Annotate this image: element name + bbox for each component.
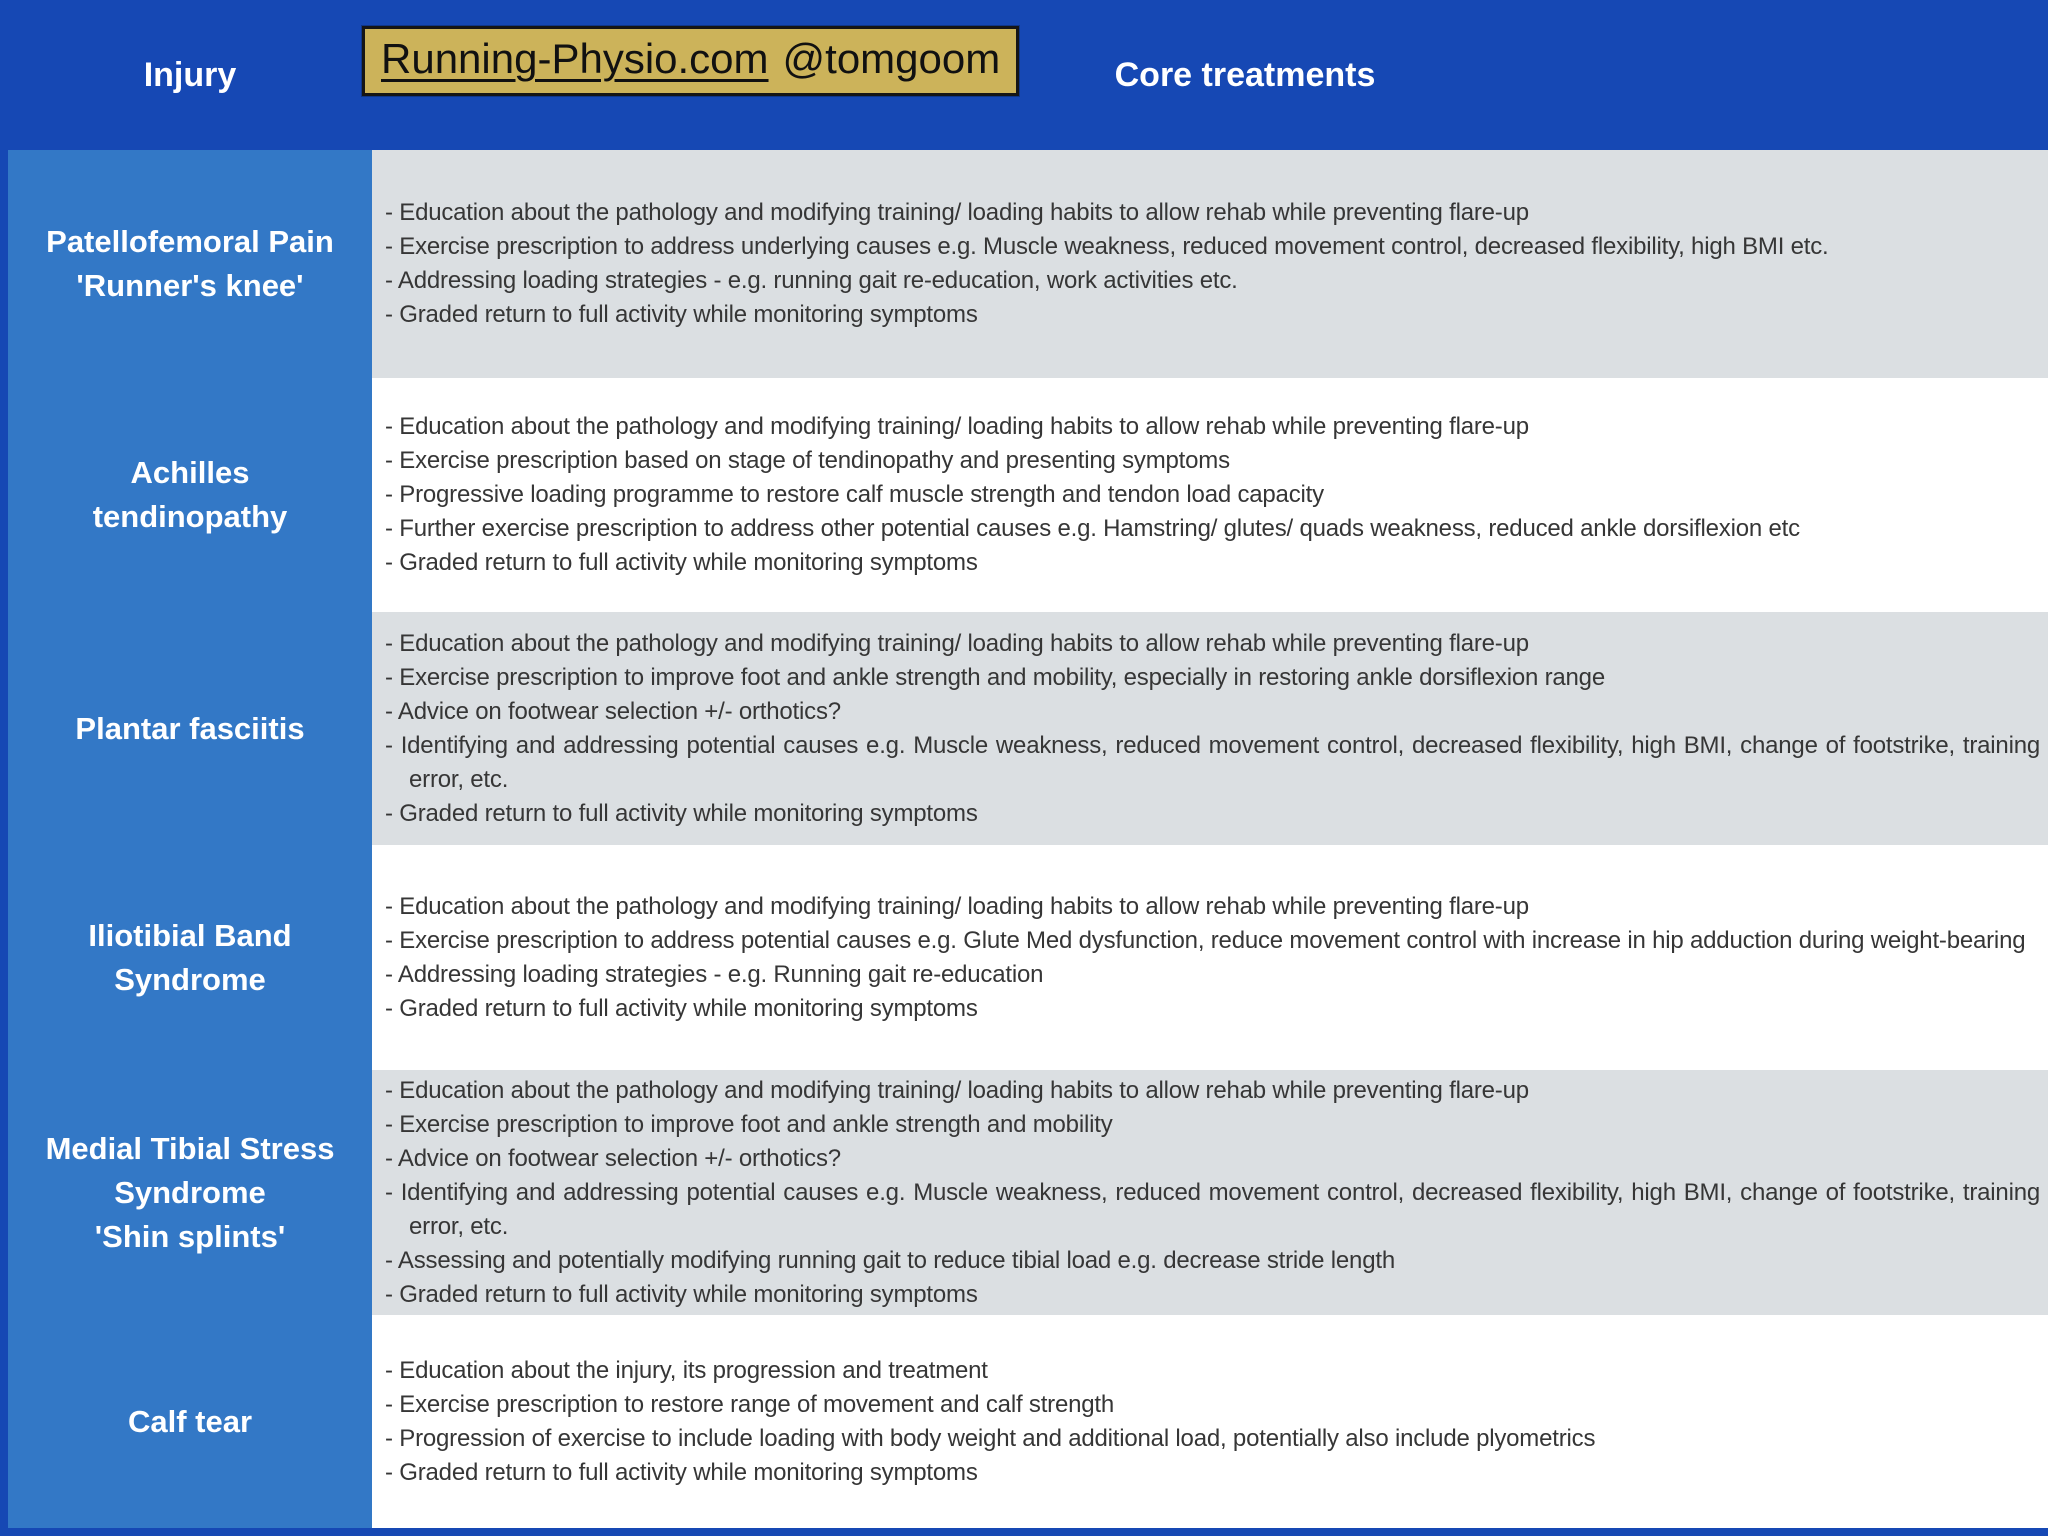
twitter-handle: @tomgoom: [782, 35, 1001, 82]
treatment-item: - Graded return to full activity while monitoring symptoms: [385, 549, 978, 576]
treatments-list: [372, 1315, 2048, 1528]
treatment-item: - Education about the pathology and modifying training/ loading habits to allow rehab while preventing flare-up: [385, 629, 1529, 657]
treatment-item: - Education about the pathology and modifying training/ loading habits to allow rehab while preventing flare-up: [385, 1076, 1529, 1104]
treatments-column-header: Core treatments: [1114, 55, 1376, 94]
table-row-medial-tibial-stress-syndrome: [8, 1070, 2048, 1315]
treatment-item: - Progression of exercise to include loading with body weight and additional load, potentially also include plyometrics: [385, 1424, 1596, 1452]
treatments-list: [372, 845, 2048, 1070]
treatment-item: - Addressing loading strategies - e.g. Running gait re-education: [385, 960, 1044, 988]
treatment-item: - Education about the pathology and modifying training/ loading habits to allow rehab while preventing flare-up: [385, 892, 1529, 920]
treatments-list: [372, 612, 2048, 845]
treatment-item: - Exercise prescription to address potential causes e.g. Glute Med dysfunction, reduce movement control with increase in hip adduction during weight-bearing: [385, 926, 2026, 954]
treatment-item: - Exercise prescription based on stage of tendinopathy and presenting symptoms: [385, 447, 1230, 474]
treatment-item: - Progressive loading programme to restore calf muscle strength and tendon load capacity: [385, 481, 1324, 508]
table-row-iliotibial-band-syndrome: [8, 845, 2048, 1070]
treatment-item: - Graded return to full activity while monitoring symptoms: [385, 994, 978, 1022]
injury-column-header: Injury: [143, 55, 237, 94]
treatment-item: - Exercise prescription to restore range of movement and calf strength: [385, 1390, 1115, 1418]
treatment-item: - Education about the pathology and modifying training/ loading habits to allow rehab while preventing flare-up: [385, 413, 1529, 440]
table-row-plantar-fasciitis: [8, 612, 2048, 845]
table-row-calf-tear: [8, 1315, 2048, 1528]
site-badge: [362, 26, 1019, 96]
treatment-item: - Identifying and addressing potential causes e.g. Muscle weakness, reduced movement control, decreased flexibility, high BMI, change of footstrike, training error, etc.: [385, 1178, 2040, 1240]
treatments-list: [372, 378, 2048, 612]
treatment-item: - Graded return to full activity while monitoring symptoms: [385, 1458, 978, 1486]
treatment-item: - Graded return to full activity while monitoring symptoms: [385, 1280, 978, 1308]
treatments-list: [372, 150, 2048, 378]
treatment-item: - Education about the pathology and modifying training/ loading habits to allow rehab while preventing flare-up: [385, 199, 1529, 226]
treatments-list: [372, 1070, 2048, 1315]
injury-treatments-table: [8, 0, 2048, 1528]
site-link-text: Running-Physio.com: [381, 35, 769, 82]
injury-name: Patellofemoral Pain 'Runner's knee': [8, 150, 372, 378]
table-header: [8, 0, 2048, 150]
treatment-item: - Advice on footwear selection +/- orthotics?: [385, 697, 841, 725]
treatment-item: - Education about the injury, its progression and treatment: [385, 1356, 988, 1384]
treatment-item: - Addressing loading strategies - e.g. running gait re-education, work activities etc.: [385, 267, 1238, 294]
injury-name: Achilles tendinopathy: [8, 378, 372, 612]
treatment-item: - Exercise prescription to address underlying causes e.g. Muscle weakness, reduced movement control, decreased flexibility, high BMI etc.: [385, 233, 1829, 260]
treatment-item: - Identifying and addressing potential causes e.g. Muscle weakness, reduced movement control, decreased flexibility, high BMI, change of footstrike, training error, etc.: [385, 731, 2040, 793]
injury-name: Plantar fasciitis: [8, 612, 372, 845]
treatment-item: - Exercise prescription to improve foot and ankle strength and mobility: [385, 1110, 1113, 1138]
treatment-item: - Advice on footwear selection +/- orthotics?: [385, 1144, 841, 1172]
injury-name: Calf tear: [8, 1315, 372, 1528]
treatment-item: - Graded return to full activity while monitoring symptoms: [385, 301, 978, 328]
treatment-item: - Further exercise prescription to address other potential causes e.g. Hamstring/ glutes/ quads weakness, reduced ankle dorsiflexion etc: [385, 515, 1800, 542]
treatment-item: - Graded return to full activity while monitoring symptoms: [385, 799, 978, 827]
table-row-patellofemoral-pain: [8, 150, 2048, 378]
injury-name: Iliotibial Band Syndrome: [8, 845, 372, 1070]
treatment-item: - Assessing and potentially modifying running gait to reduce tibial load e.g. decrease stride length: [385, 1246, 1395, 1274]
table-row-achilles-tendinopathy: [8, 378, 2048, 612]
treatment-item: - Exercise prescription to improve foot and ankle strength and mobility, especially in restoring ankle dorsiflexion range: [385, 663, 1605, 691]
injury-name: Medial Tibial Stress Syndrome 'Shin splints': [8, 1070, 372, 1315]
